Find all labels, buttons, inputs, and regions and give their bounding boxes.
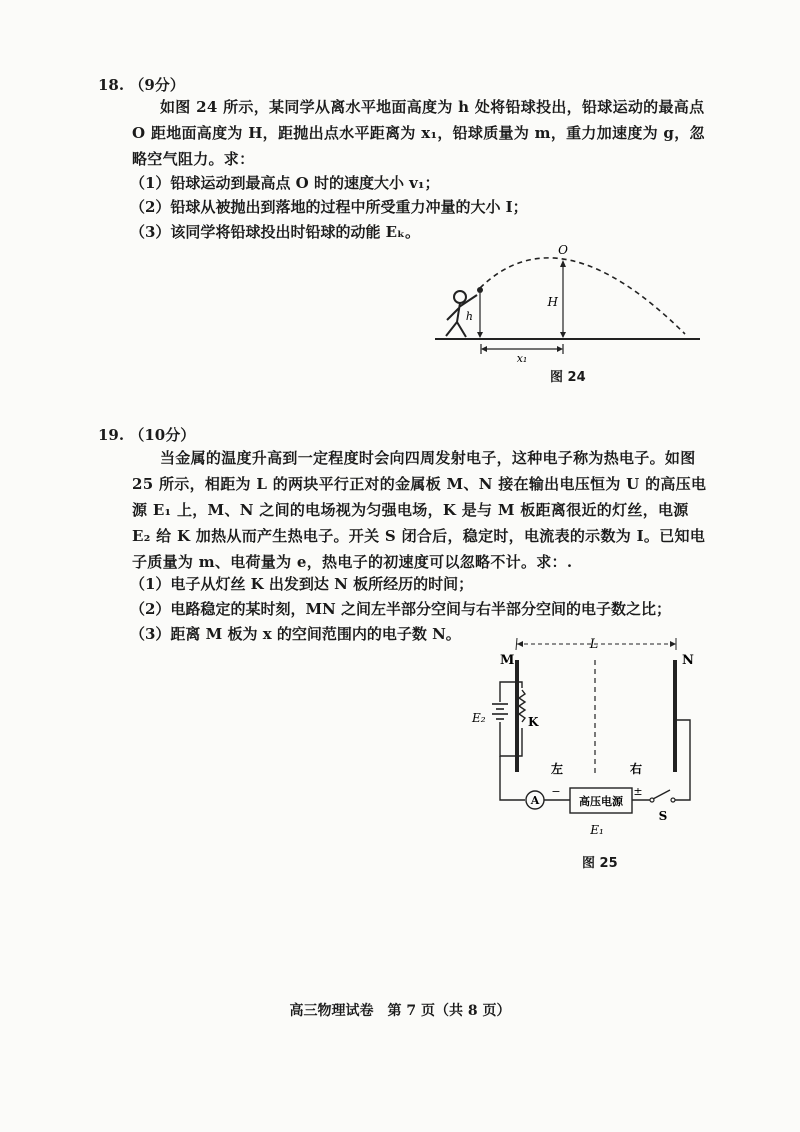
q18-header: [98, 74, 185, 95]
label-E1: E₁: [590, 823, 604, 837]
label-N: N: [682, 653, 694, 668]
label-H: H: [547, 295, 558, 309]
q19-stem: 当金属的温度升高到一定程度时会向四周发射电子，这种电子称为热电子。如图 25 所示，相距为 L 的两块平行正对的金属板 M、N 接在输出电压恒为 U 的高压电源 E₁ 上，M、N 之间的电场视为匀强电场，K 是与 M 板距离很近的灯丝，电源 E₂ 给 K 加热从而产生热电子。开关 S 闭合后，稳定时，电流表的示数为 I。已知电子质量为 m、电荷量为 e，热电子的初速度可以忽略不计。求：.: [132, 449, 707, 571]
q18-item-1: （1）铅球运动到最高点 O 时的速度大小 v₁；: [130, 174, 440, 192]
label-S: S: [658, 809, 668, 823]
label-O: O: [558, 243, 568, 257]
label-left: 左: [550, 762, 564, 776]
q18-number: 18.: [98, 76, 125, 94]
q19-header: [98, 424, 195, 445]
label-L: L: [589, 637, 599, 652]
label-A: A: [530, 794, 540, 807]
q18-item-2: （2）铅球从被抛出到落地的过程中所受重力冲量的大小 I；: [130, 198, 528, 216]
q19-item-2: （2）电路稳定的某时刻，MN 之间左半部分空间与右半部分空间的电子数之比；: [130, 600, 671, 618]
q18-stem: 如图 24 所示，某同学从离水平地面高度为 h 处将铅球投出，铅球运动的最高点 O 距地面高度为 H，距抛出点水平距离为 x₁，铅球质量为 m，重力加速度为 g，忽略空气阻力。求：: [132, 98, 705, 168]
label-right: 右: [629, 762, 643, 776]
figure-24-diagram: [430, 240, 710, 365]
q18-score: （9分）: [129, 76, 185, 94]
hv-source-label: 高压电源: [579, 795, 623, 808]
figure-25-circuit: [470, 630, 710, 845]
label-K: K: [528, 715, 539, 729]
trajectory-path: [480, 258, 685, 334]
label-minus: −: [551, 785, 561, 798]
q19-score: （10分）: [129, 426, 196, 444]
q19-item-1: （1）电子从灯丝 K 出发到达 N 板所经历的时间；: [130, 575, 474, 593]
shot-put-ball: [477, 287, 483, 293]
q18-item-3: （3）该同学将铅球投出时铅球的动能 Eₖ。: [130, 223, 420, 241]
label-x1: x₁: [516, 352, 528, 365]
figure-25-caption: 图 25: [582, 856, 618, 871]
figure-24-caption: 图 24: [550, 370, 586, 385]
q19-item-3: （3）距离 M 板为 x 的空间范围内的电子数 N。: [130, 625, 461, 643]
label-plus: ±: [633, 785, 643, 798]
page-footer: 高三物理试卷 第 7 页（共 8 页）: [289, 1003, 511, 1019]
filament-k: [519, 690, 525, 722]
label-M: M: [500, 653, 515, 668]
battery-e2: [492, 704, 508, 719]
switch-s: [653, 790, 670, 799]
plate-n: [673, 660, 677, 772]
q19-number: 19.: [98, 426, 125, 444]
label-h: h: [465, 310, 473, 323]
plate-m: [515, 660, 519, 772]
label-E2: E₂: [472, 711, 486, 725]
